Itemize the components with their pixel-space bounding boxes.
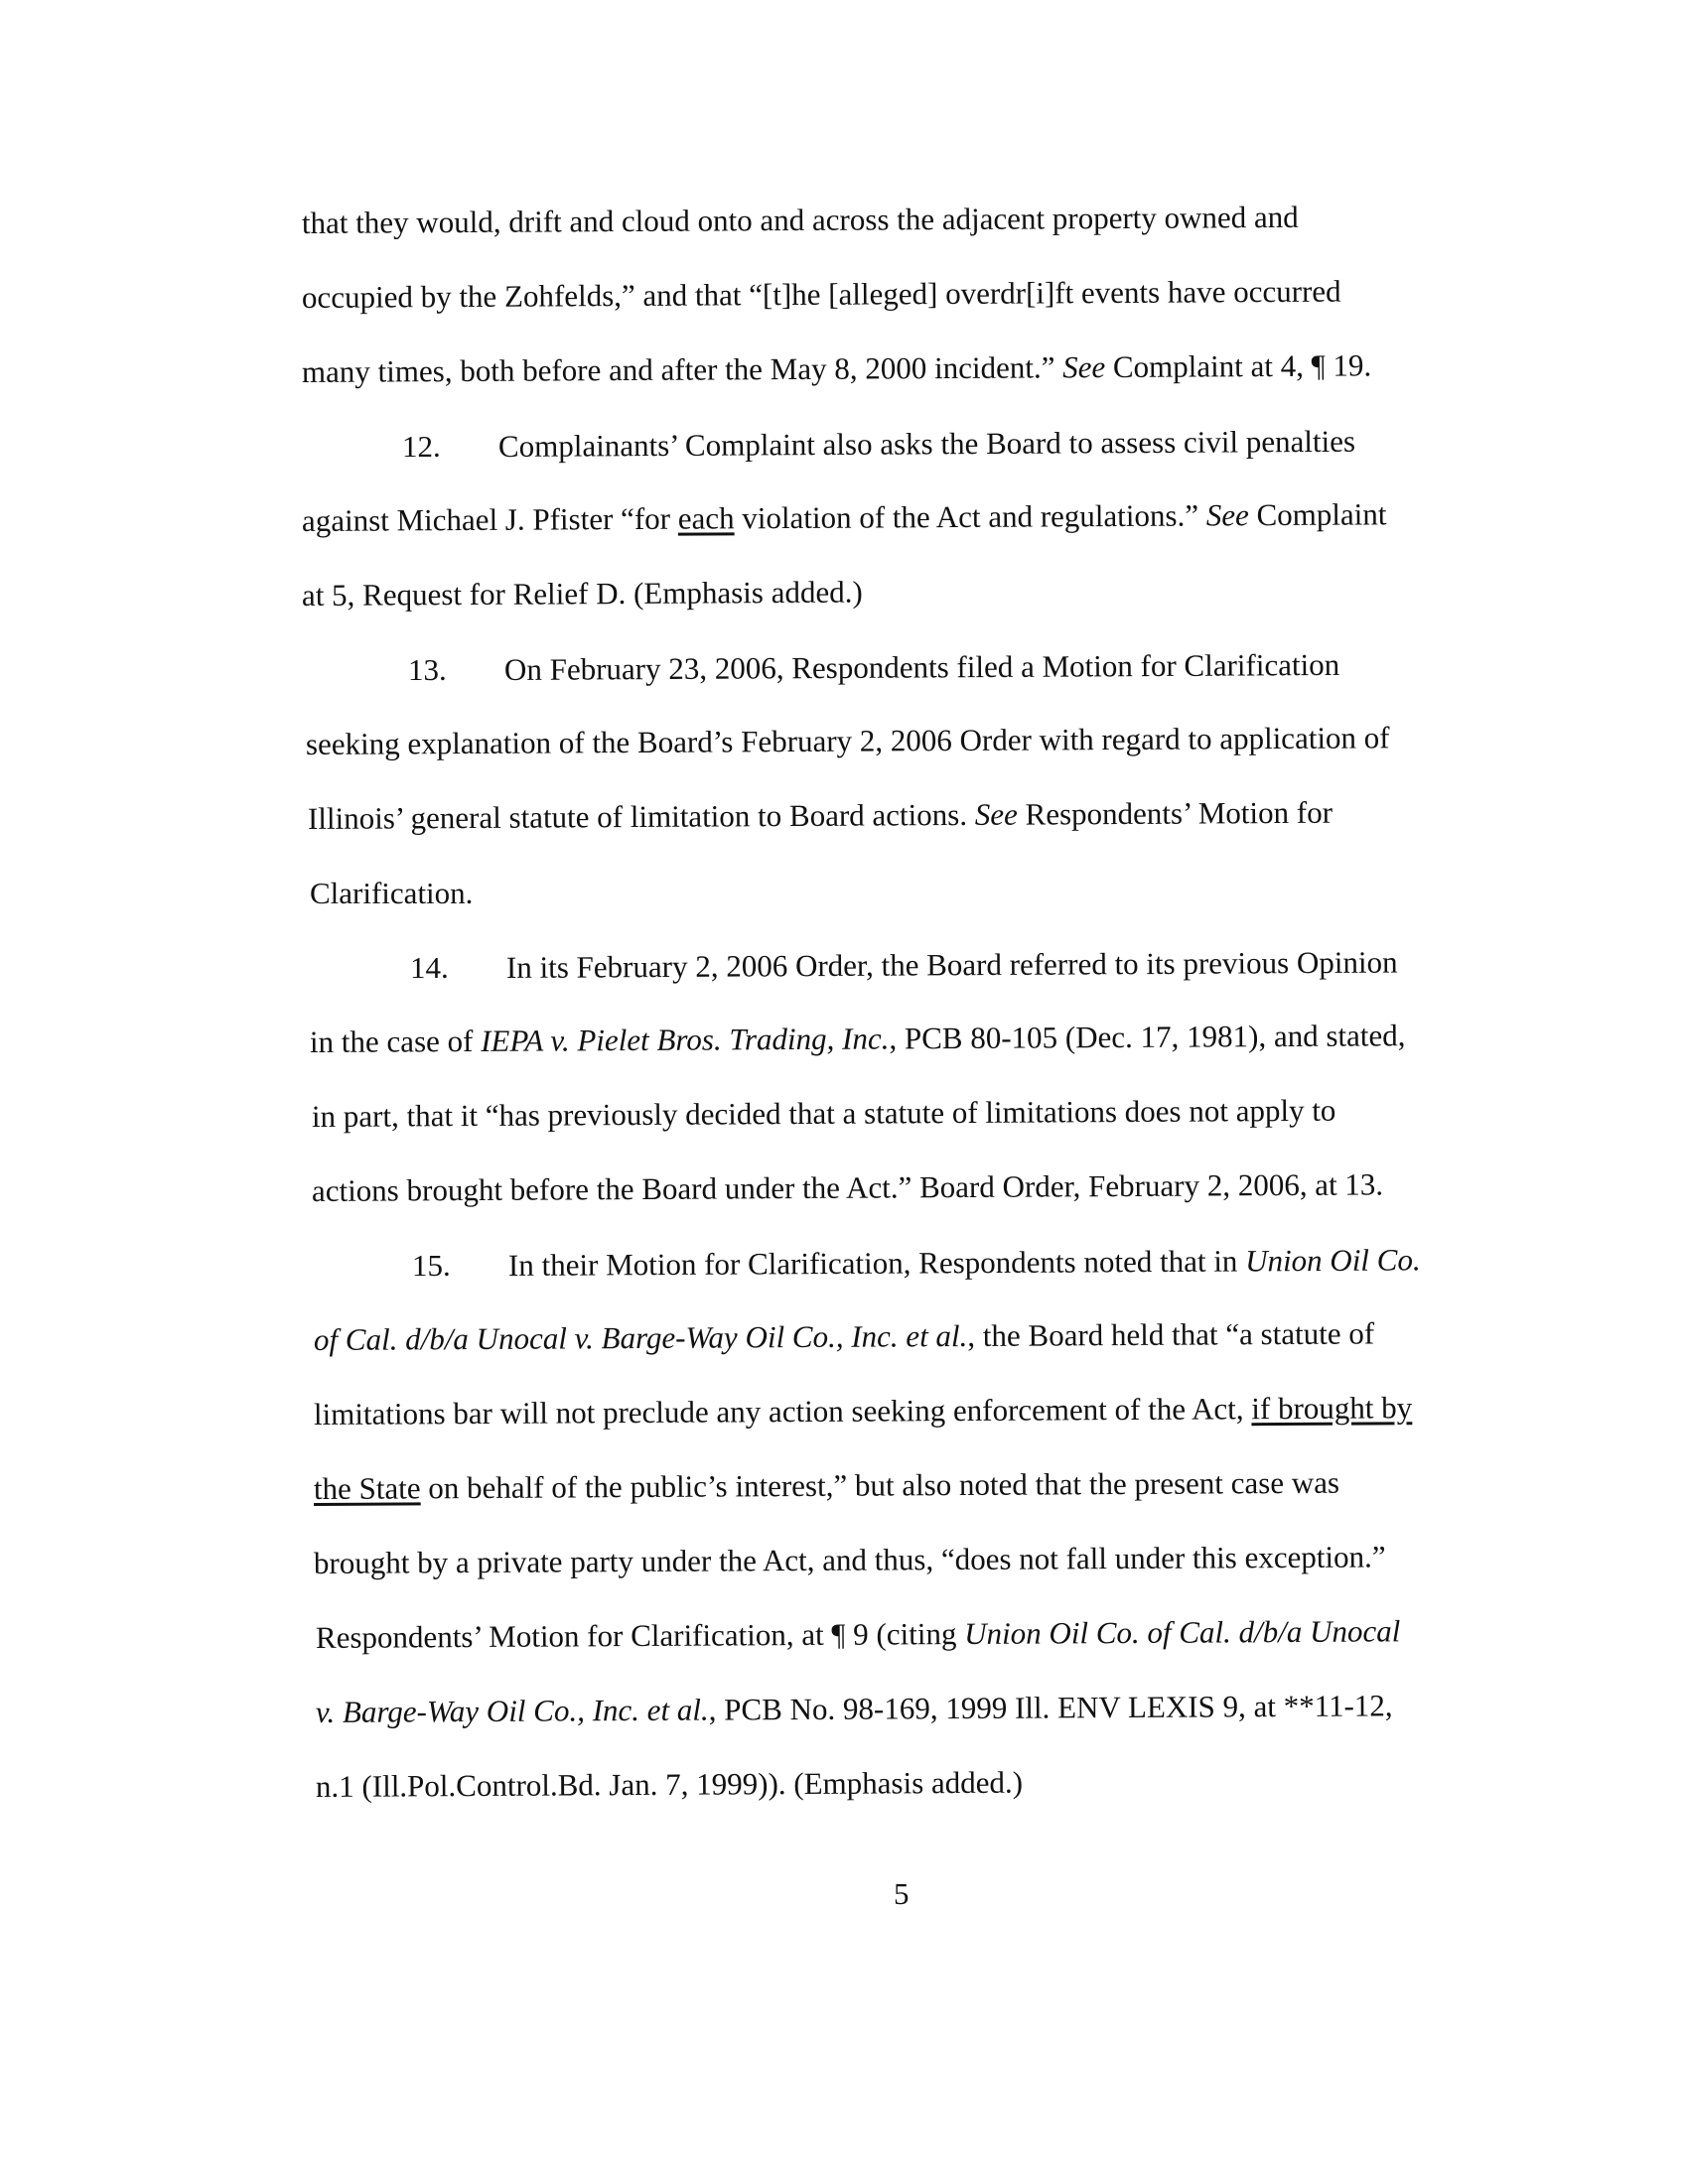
underlined-text: each [677, 500, 735, 536]
text-line [498, 422, 1355, 467]
italic-text: Union Oil Co. of Cal. d/b/a Unocal [964, 1613, 1401, 1652]
italic-text: v. Barge-Way Oil Co., Inc. et al. [315, 1692, 709, 1729]
text-line [310, 874, 473, 913]
page-number: 5 [894, 1876, 910, 1911]
text-span: at 5, Request for Relief D. (Emphasis added.) [301, 574, 863, 613]
text-span: against Michael J. Pfister “for [301, 500, 678, 538]
text-span: In its February 2, 2006 Order, the Board referred to its previous Opinion [505, 944, 1398, 985]
text-line [302, 573, 863, 615]
text-line [308, 793, 1333, 839]
text-span: many times, both before and after the May 8, 2000 incident.” [301, 349, 1063, 389]
text-span: , the Board held that “a statute of [967, 1315, 1375, 1353]
text-line [312, 1091, 1336, 1137]
paragraph-number: 13. [408, 652, 447, 687]
text-span: actions brought before the Board under the Act.” Board Order, February 2, 2006, at 13. [311, 1166, 1384, 1208]
italic-text: IEPA v. Pielet Bros. Trading, Inc. [481, 1021, 890, 1058]
text-line [302, 345, 1371, 392]
text-line [316, 1686, 1393, 1732]
text-line [506, 943, 1398, 988]
underlined-text: the State [313, 1470, 421, 1506]
text-line [314, 1313, 1374, 1360]
text-span: violation of the Act and regulations.” [734, 497, 1206, 536]
text-span: in the case of [309, 1023, 482, 1059]
text-span: Complaint [1248, 496, 1387, 533]
italic-text: of Cal. d/b/a Unocal v. Barge-Way Oil Co., Inc. et al. [313, 1317, 968, 1357]
text-line [310, 1016, 1406, 1062]
text-line [504, 645, 1339, 690]
paragraph-number: 12. [402, 429, 441, 464]
underlined-text: if brought by [1251, 1390, 1413, 1427]
text-line [312, 1164, 1383, 1211]
text-span: Respondents’ Motion for [1017, 794, 1333, 832]
text-line [306, 718, 1390, 764]
text-span: In their Motion for Clarification, Respondents noted that in [507, 1243, 1246, 1283]
paragraph-number: 15. [412, 1248, 451, 1283]
text-span: Illinois’ general statute of limitation to Board actions. [307, 796, 975, 836]
text-span: on behalf of the public’s interest,” but also noted that the present case was [420, 1464, 1340, 1506]
text-span: limitations bar will not preclude any action seeking enforcement of the Act, [313, 1391, 1252, 1432]
text-line [302, 272, 1341, 318]
italic-text: See [1062, 349, 1106, 385]
italic-text: Union Oil Co. [1245, 1242, 1421, 1279]
text-line [314, 1537, 1386, 1583]
text-line [508, 1240, 1421, 1286]
text-span: that they would, drift and cloud onto and across the adjacent property owned and [301, 199, 1299, 240]
text-span: brought by a private party under the Act, and thus, “does not fall under this exception.” [313, 1539, 1386, 1580]
text-span: n.1 (Ill.Pol.Control.Bd. Jan. 7, 1999)). (Emphasis added.) [315, 1764, 1024, 1804]
text-span: in part, that it “has previously decided that a statute of limitations does not apply to [311, 1092, 1336, 1134]
text-line [314, 1388, 1412, 1434]
text-span: Complaint at 4, ¶ 19. [1105, 347, 1372, 385]
text-span: On February 23, 2006, Respondents filed a Motion for Clarification [503, 646, 1340, 687]
text-span: , PCB 80-105 (Dec. 17, 1981), and stated, [889, 1018, 1406, 1056]
text-span: Clarification. [310, 876, 474, 910]
text-span: Complainants’ Complaint also asks the Board to assess civil penalties [497, 423, 1356, 464]
italic-text: See [974, 796, 1018, 832]
text-span: Respondents’ Motion for Clarification, at ¶ 9 (citing [315, 1616, 965, 1655]
text-line [316, 1763, 1023, 1807]
text-span: occupied by the Zohfelds,” and that “[t]he [alleged] overdr[i]ft events have occurred [301, 273, 1341, 315]
text-span: seeking explanation of the Board’s February 2, 2006 Order with regard to application of [305, 720, 1390, 761]
italic-text: See [1205, 497, 1249, 533]
paragraph-number: 14. [410, 950, 449, 985]
text-line [314, 1463, 1339, 1509]
text-line [316, 1611, 1401, 1658]
text-line [302, 198, 1299, 243]
text-line [302, 494, 1387, 541]
text-span: , PCB No. 98-169, 1999 Ill. ENV LEXIS 9, at **11-12, [708, 1688, 1393, 1727]
